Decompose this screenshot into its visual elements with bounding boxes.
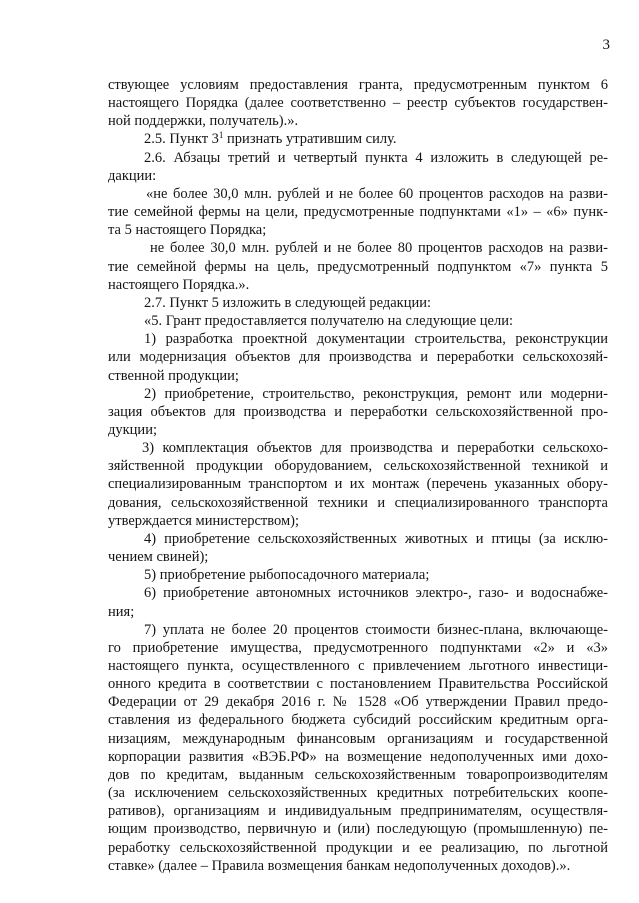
text-line: ния; (108, 603, 135, 620)
text-line: «не более 30,0 млн. рублей и не более 60 процентов расходов на разви- (146, 185, 608, 202)
page-number: 3 (602, 37, 610, 53)
text-line: настоящего Порядка.». (108, 276, 250, 293)
text-line: дования, сельскохозяйственной техники и специализированного транспорта (108, 494, 608, 511)
text-line: «5. Грант предоставляется получателю на следующие цели: (144, 313, 514, 330)
text-line: (за исключением сельскохозяйственных кредитных потребительских коопе- (108, 785, 608, 802)
text-line: настоящего пункта, осуществленного с привлечением льготного инвестици- (108, 658, 608, 674)
text-line: или модернизация объектов для производства и переработки сельскохозяй- (108, 349, 608, 366)
text-line: 2) приобретение, строительство, реконструкция, ремонт или модерни- (144, 385, 608, 402)
text-line: го приобретение имущества, предусмотренного подпунктами «2» и «3» (108, 639, 608, 656)
text-line: Федерации от 29 декабря 2016 г. № 1528 «Об утверждении Правил предо- (108, 694, 608, 711)
text-line: 4) приобретение сельскохозяйственных животных и птицы (за исклю- (144, 530, 608, 547)
text-line: низациям, международным финансовым организациям и государственной (108, 730, 608, 747)
text-line: онного кредита в соответствии с постановлением Правительства Российской (108, 676, 608, 693)
text-line: ственной продукции; (108, 367, 239, 384)
text-line: зяйственной продукции оборудованием, сельскохозяйственной техникой и (108, 458, 608, 475)
text-line: тие семейной фермы на цели, предусмотренные подпунктами «1» – «6» пунк- (108, 204, 608, 221)
text-line: дов по кредитам, выданным сельскохозяйственным товаропроизводителям (108, 766, 608, 783)
text-line: зация объектов для производства и переработки сельскохозяйственной про- (108, 403, 608, 420)
text-line: 5) приобретение рыбопосадочного материала; (144, 567, 430, 584)
text-line: тие семейной фермы на цель, предусмотренный подпунктом «7» пункта 5 (108, 258, 608, 275)
text-line: дакции: (108, 167, 157, 184)
document-body (108, 76, 608, 875)
text-line: настоящего Порядка (далее соответственно – реестр субъектов государствен- (108, 95, 608, 112)
text-line: ной поддержки, получатель).». (108, 113, 299, 130)
text-line: 2.6. Абзацы третий и четвертый пункта 4 изложить в следующей ре- (144, 149, 608, 166)
superscript-mark: 1 (218, 130, 224, 141)
text-line: реработку сельскохозяйственной продукции и ее реализацию, по льготной (108, 839, 608, 856)
text-line: корпорации развития «ВЭБ.РФ» на возмещение недополученных ими дохо- (108, 748, 608, 765)
text-line (108, 130, 608, 148)
text-line: не более 30,0 млн. рублей и не более 80 процентов расходов на разви- (150, 240, 608, 257)
text-line: 3) комплектация объектов для производства и переработки сельскохо- (142, 440, 608, 457)
text-line: 6) приобретение автономных источников электро-, газо- и водоснабже- (144, 585, 608, 602)
text-line: ющим производство, первичную и (или) последующую (промышленную) пе- (108, 821, 608, 838)
text-line: дукции; (108, 421, 157, 438)
text-line: ствующее условиям предоставления гранта, предусмотренным пунктом 6 (108, 77, 608, 93)
text-line: ративов), организациям и индивидуальным предпринимателям, осуществля- (108, 803, 608, 820)
text-line: ставления из федерального бюджета субсидий российским кредитным орга- (108, 712, 608, 729)
text-line: 7) уплата не более 20 процентов стоимости бизнес-плана, включающе- (144, 621, 608, 638)
text-line: ставке» (далее – Правила возмещения банкам недополученных доходов).». (108, 857, 571, 874)
text-line: утверждается министерством); (108, 512, 299, 529)
text-line: та 5 настоящего Порядка; (108, 222, 267, 239)
text-line: 2.7. Пункт 5 изложить в следующей редакции: (144, 294, 432, 311)
text-line: 1) разработка проектной документации строительства, реконструкции (144, 331, 608, 348)
paragraph-2-5-tail: признать утратившим силу. (223, 131, 397, 148)
text-line: чением свиней); (108, 549, 209, 566)
text-line: специализированным транспортом и их монтаж (перечень указанных обору- (108, 476, 608, 493)
paragraph-2-5-text: 2.5. Пункт 3 (144, 131, 219, 148)
